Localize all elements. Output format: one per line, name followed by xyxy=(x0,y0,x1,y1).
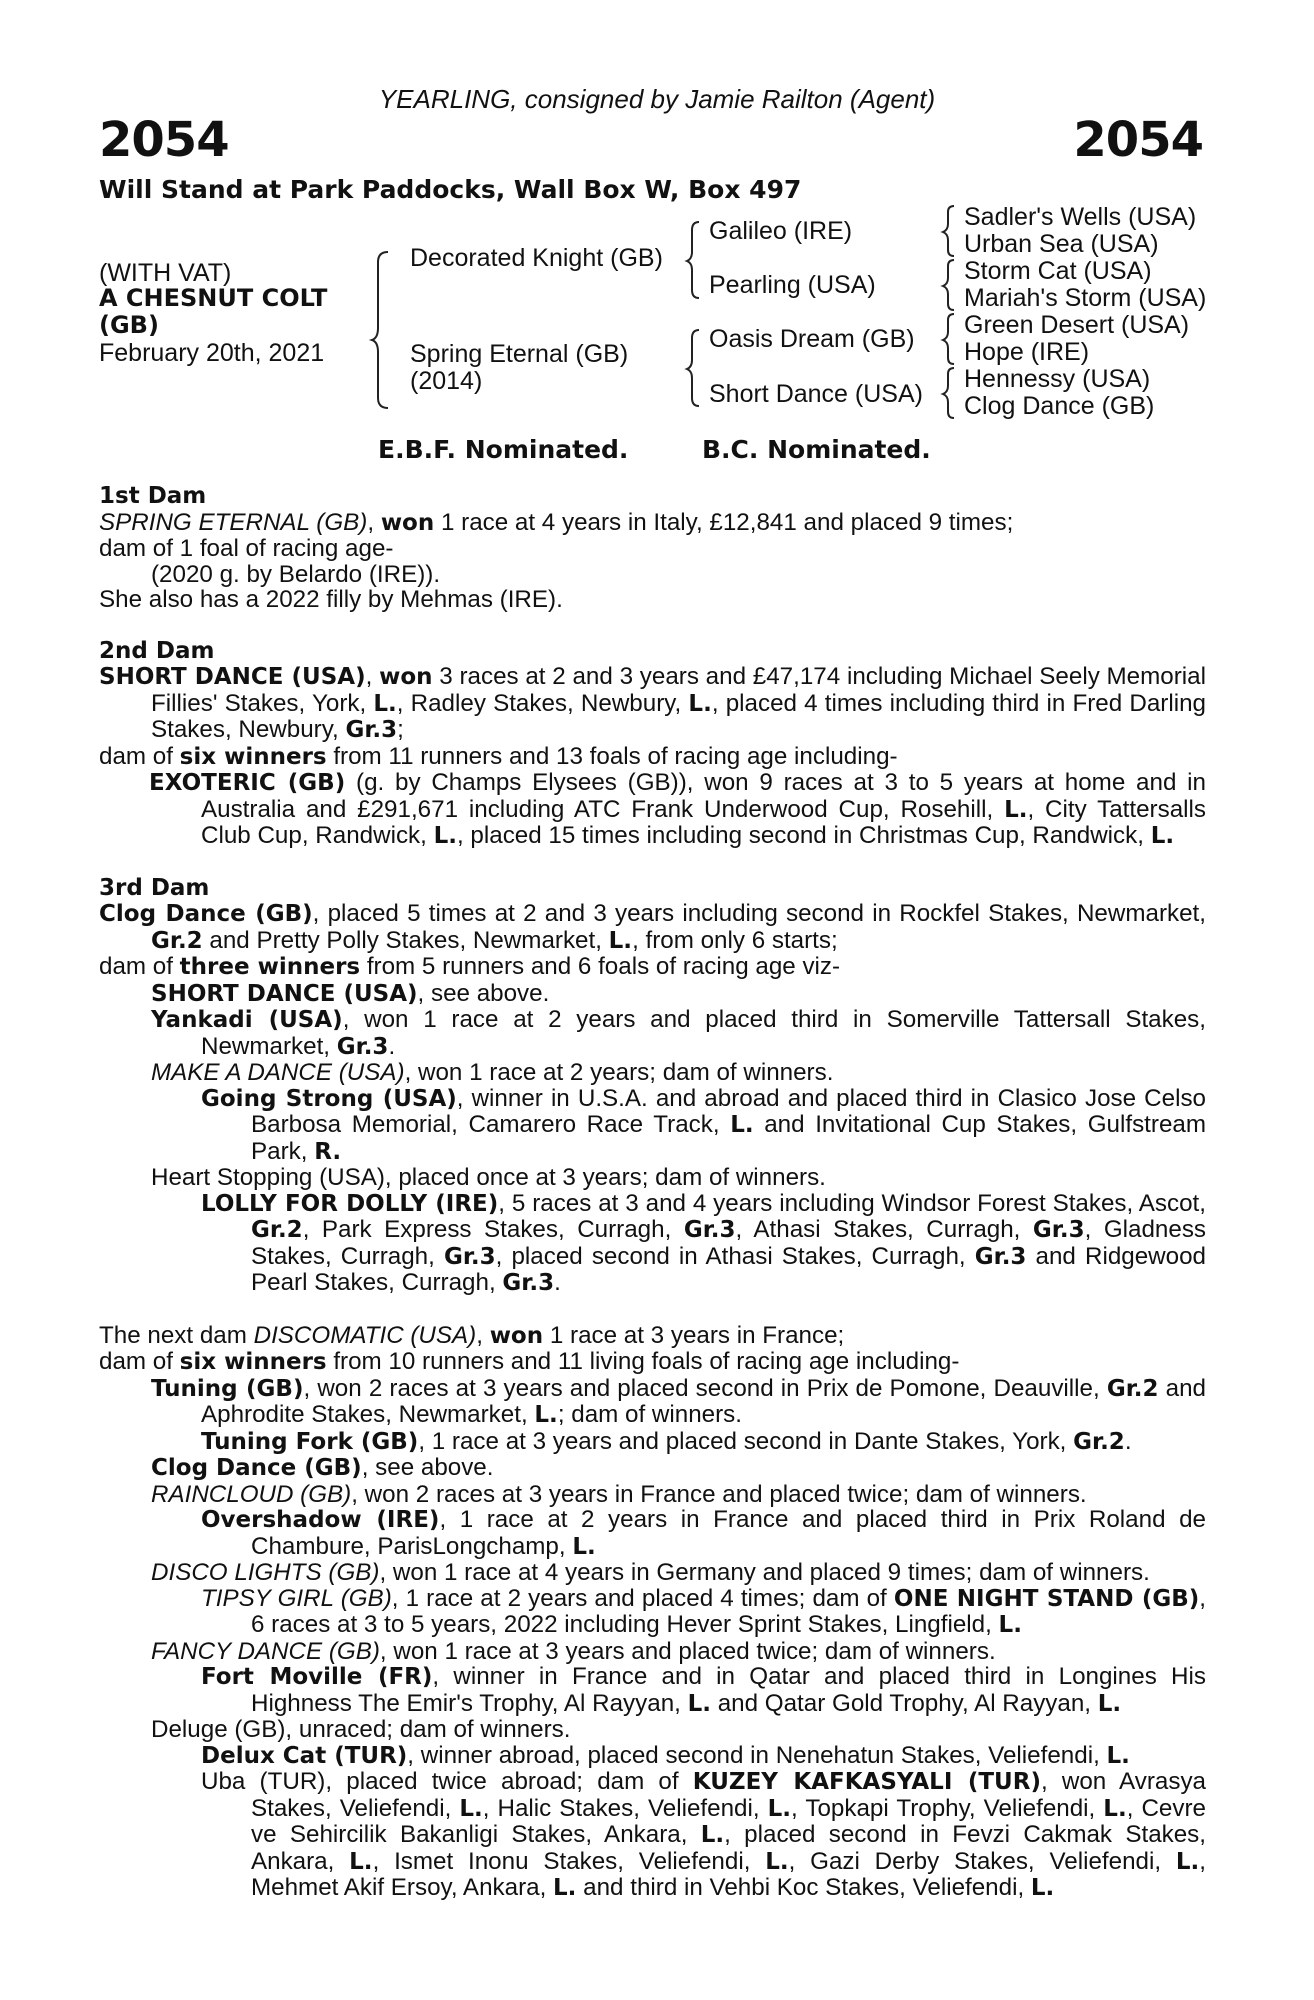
lot-number-left: 2054 xyxy=(99,112,229,168)
pedigree-dam-sire: Oasis Dream (GB) xyxy=(709,325,915,353)
brace-dd xyxy=(943,368,954,418)
delux-cat-record: Delux Cat (TUR), winner abroad, placed second in Nenehatun Stakes, Veliefendi, L. xyxy=(201,1741,1130,1769)
brace-ss xyxy=(943,206,954,256)
next-dam-produce: dam of six winners from 10 runners and 11 living foals of racing age including- xyxy=(99,1348,960,1375)
ebf-nomination: E.B.F. Nominated. xyxy=(378,435,629,464)
first-dam-record: SPRING ETERNAL (GB), won 1 race at 4 years in Italy, £12,841 and placed 9 times; xyxy=(99,508,1014,536)
pedigree-sdd: Mariah's Storm (USA) xyxy=(964,284,1207,312)
pedigree-sss: Sadler's Wells (USA) xyxy=(964,203,1197,231)
next-dam-record: The next dam DISCOMATIC (USA), won 1 race at 3 years in France; xyxy=(99,1321,845,1349)
lolly-for-dolly-record: LOLLY FOR DOLLY (IRE), 5 races at 3 and 4 years including Windsor Forest Stakes, Ascot, Gr.2, Park Express Stakes, Curragh, Gr.3, Athasi Stakes, Curragh, Gr.3, Gladness Stakes, Curragh, Gr.3, placed second in Athasi Stakes, Curragh, Gr.3 and Ridgewood Pearl Stakes, Curragh, Gr.3. xyxy=(201,1189,1207,1296)
third-dam-heading: 3rd Dam xyxy=(99,874,210,901)
pedigree-dss: Green Desert (USA) xyxy=(964,311,1190,339)
pedigree-dsd: Hope (IRE) xyxy=(964,338,1090,366)
pedigree-ssd: Urban Sea (USA) xyxy=(964,230,1159,258)
bc-nomination: B.C. Nominated. xyxy=(702,435,931,464)
horse-name: A CHESNUT COLT xyxy=(99,284,328,312)
vat-label: (WITH VAT) xyxy=(99,259,232,287)
brace-ds xyxy=(943,314,954,364)
overshadow-record: Overshadow (IRE), 1 race at 2 years in France and placed third in Prix Roland de Chambure, ParisLongchamp, L. xyxy=(201,1506,1206,1560)
pedigree-dam: Spring Eternal (GB) xyxy=(410,340,629,368)
foaling-date: February 20th, 2021 xyxy=(99,339,325,367)
horse-name-country: (GB) xyxy=(99,311,159,339)
pedigree-ddd: Clog Dance (GB) xyxy=(964,392,1155,420)
yankadi-record: Yankadi (USA), won 1 race at 2 years and placed third in Somerville Tattersall Stakes, Newmarket, Gr.3. xyxy=(151,1006,1206,1060)
fort-moville-record: Fort Moville (FR), winner in France and in Qatar and placed third in Longines His Highness The Emir's Trophy, Al Rayyan, L. and Qatar Gold Trophy, Al Rayyan, L. xyxy=(201,1663,1206,1717)
brace-main xyxy=(372,252,388,408)
stand-location: Will Stand at Park Paddocks, Wall Box W, Box 497 xyxy=(99,175,802,204)
first-dam-produce: dam of 1 foal of racing age- xyxy=(99,535,394,562)
first-dam-note: She also has a 2022 filly by Mehmas (IRE). xyxy=(99,586,563,613)
fancy-dance-record: FANCY DANCE (GB), won 1 race at 3 years and placed twice; dam of winners. xyxy=(151,1637,996,1665)
pedigree-dam-dam: Short Dance (USA) xyxy=(709,380,923,408)
going-strong-record: Going Strong (USA), winner in U.S.A. and abroad and placed third in Clasico Jose Celso Barbosa Memorial, Camarero Race Track, L. and Invitational Cup Stakes, Gulfstream Park, R. xyxy=(201,1084,1207,1165)
catalogue-body xyxy=(99,484,1206,1902)
short-dance-ref: SHORT DANCE (USA), see above. xyxy=(151,979,550,1007)
lot-number-right: 2054 xyxy=(1073,112,1203,168)
tipsy-girl-record: TIPSY GIRL (GB), 1 race at 2 years and placed 4 times; dam of ONE NIGHT STAND (GB), 6 races at 3 to 5 years, 2022 including Hever Sprint Stakes, Lingfield, L. xyxy=(201,1584,1206,1638)
heart-stopping-record: Heart Stopping (USA), placed once at 3 years; dam of winners. xyxy=(151,1164,826,1191)
second-dam-produce: dam of six winners from 11 runners and 13 foals of racing age including- xyxy=(99,742,898,770)
pedigree-sire: Decorated Knight (GB) xyxy=(410,244,663,272)
uba-record: Uba (TUR), placed twice abroad; dam of KUZEY KAFKASYALI (TUR), won Avrasya Stakes, Veliefendi, L., Halic Stakes, Veliefendi, L., Topkapi Trophy, Veliefendi, L., Cevre ve Sehircilik Bakanligi Stakes, Ankara, L., placed second in Fevzi Cakmak Stakes, Ankara, L., Ismet Inonu Stakes, Veliefendi, L., Gazi Derby Stakes, Veliefendi, L., Mehmet Akif Ersoy, Ankara, L. and third in Vehbi Koc Stakes, Veliefendi, L. xyxy=(201,1768,1207,1901)
brace-dam xyxy=(687,330,699,406)
brace-sd xyxy=(943,260,954,310)
raincloud-record: RAINCLOUD (GB), won 2 races at 3 years in France and placed twice; dam of winners. xyxy=(151,1480,1087,1508)
tuning-fork-record: Tuning Fork (GB), 1 race at 3 years and placed second in Dante Stakes, York, Gr.2. xyxy=(201,1427,1132,1455)
pedigree-sire-dam: Pearling (USA) xyxy=(709,271,876,299)
sale-subtitle: YEARLING, consigned by Jamie Railton (Agent) xyxy=(378,84,936,114)
third-dam-produce: dam of three winners from 5 runners and 6 foals of racing age viz- xyxy=(99,953,841,980)
pedigree-sire-sire: Galileo (IRE) xyxy=(709,217,853,245)
pedigree-dds: Hennessy (USA) xyxy=(964,365,1151,393)
second-dam-record: SHORT DANCE (USA), won 3 races at 2 and 3 years and £47,174 including Michael Seely Memorial Fillies' Stakes, York, L., Radley Stakes, Newbury, L., placed 4 times including third in Fred Darling Stakes, Newbury, Gr.3; xyxy=(99,663,1206,743)
tuning-record: Tuning (GB), won 2 races at 3 years and placed second in Prix de Pomone, Deauville, Gr.2 and Aphrodite Stakes, Newmarket, L.; dam of winners. xyxy=(151,1374,1206,1428)
clog-dance-ref: Clog Dance (GB), see above. xyxy=(151,1454,494,1481)
disco-lights-record: DISCO LIGHTS (GB), won 1 race at 4 years in Germany and placed 9 times; dam of winners. xyxy=(151,1559,1150,1586)
first-dam-heading: 1st Dam xyxy=(99,483,207,509)
deluge-record: Deluge (GB), unraced; dam of winners. xyxy=(151,1716,571,1743)
pedigree-dam-year: (2014) xyxy=(410,367,483,395)
brace-sire xyxy=(687,222,699,298)
exoteric-record: EXOTERIC (GB) (g. by Champs Elysees (GB)), won 9 races at 3 to 5 years at home and in Australia and £291,671 including ATC Frank Underwood Cup, Rosehill, L., City Tattersalls Club Cup, Randwick, L., placed 15 times including second in Christmas Cup, Randwick, L. xyxy=(149,769,1207,849)
first-dam-foal: (2020 g. by Belardo (IRE)). xyxy=(151,560,441,588)
third-dam-record: Clog Dance (GB), placed 5 times at 2 and 3 years including second in Rockfel Stakes, Newmarket, Gr.2 and Pretty Polly Stakes, Newmarket, L., from only 6 starts; xyxy=(99,900,1206,954)
pedigree-sds: Storm Cat (USA) xyxy=(964,257,1152,285)
make-a-dance-record: MAKE A DANCE (USA), won 1 race at 2 years; dam of winners. xyxy=(151,1059,834,1086)
second-dam-heading: 2nd Dam xyxy=(99,637,215,664)
